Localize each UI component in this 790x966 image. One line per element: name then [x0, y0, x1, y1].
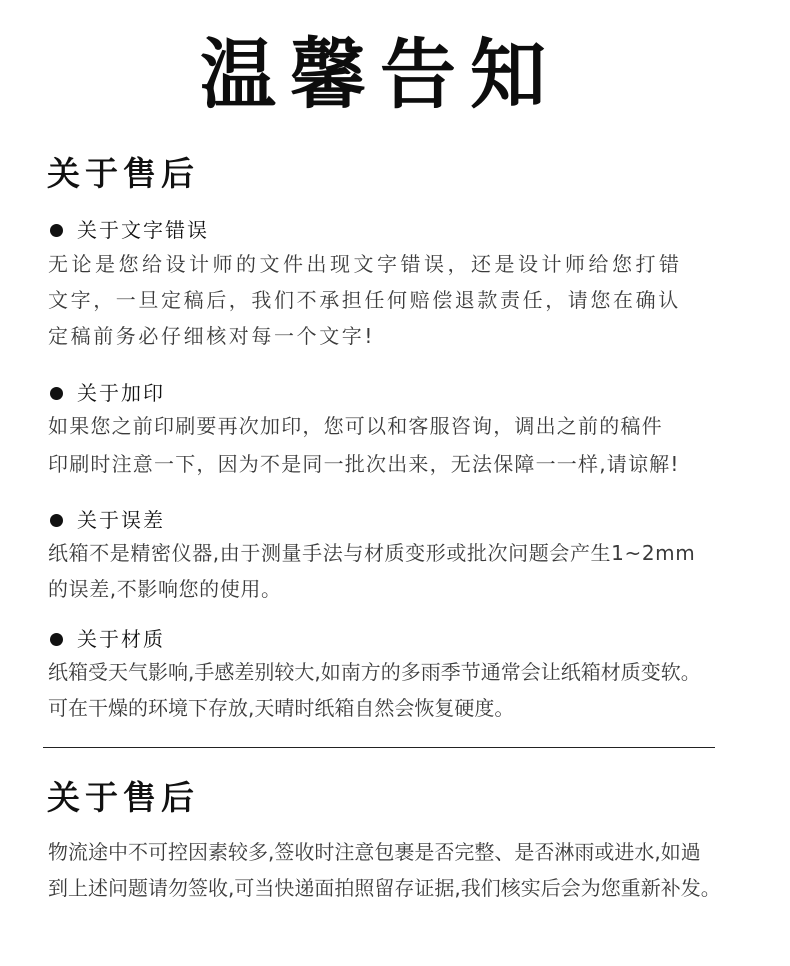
notice-title: 关于加印 — [77, 381, 165, 405]
notice-title: 关于误差 — [77, 508, 165, 532]
shipping-notice-line-2: 到上述问题请勿签收,可当快递面拍照留存证据,我们核实后会为您重新补发。 — [48, 876, 721, 900]
page-title: 温馨告知 — [200, 30, 560, 119]
bullet-icon — [50, 387, 63, 400]
notice-text-errors-line-2: 文字，一旦定稿后，我们不承担任何赔偿退款责任，请您在确认 — [48, 288, 681, 312]
notice-title: 关于材质 — [77, 627, 165, 651]
bullet-icon — [50, 633, 63, 646]
section-heading-after-sales: 关于售后 — [47, 154, 199, 193]
notice-reprint-line-1: 如果您之前印刷要再次加印，您可以和客服咨询，调出之前的稿件 — [48, 414, 663, 438]
notice-material-heading — [50, 626, 165, 652]
notice-reprint-line-2: 印刷时注意一下，因为不是同一批次出来，无法保障一一样,请谅解! — [48, 452, 680, 476]
notice-tolerance-line-2: 的误差,不影响您的使用。 — [48, 577, 282, 601]
section-divider — [43, 747, 715, 748]
notice-reprint-heading — [50, 380, 165, 406]
notice-material-line-2: 可在干燥的环境下存放,天晴时纸箱自然会恢复硬度。 — [48, 696, 515, 720]
bullet-icon — [50, 514, 63, 527]
notice-tolerance-heading — [50, 507, 165, 533]
notice-text-errors-heading — [50, 217, 209, 243]
bullet-icon — [50, 224, 63, 237]
shipping-notice-line-1: 物流途中不可控因素较多,签收时注意包裹是否完整、是否淋雨或进水,如過 — [48, 840, 701, 864]
section-heading-after-sales-shipping: 关于售后 — [47, 778, 199, 817]
notice-text-errors-line-3: 定稿前务必仔细核对每一个文字! — [48, 324, 376, 348]
notice-title: 关于文字错误 — [77, 218, 209, 242]
notice-tolerance-line-1: 纸箱不是精密仪器,由于测量手法与材质变形或批次问题会产生1~2mm — [48, 541, 696, 565]
notice-material-line-1: 纸箱受天气影响,手感差别较大,如南方的多雨季节通常会让纸箱材质变软。 — [48, 660, 701, 684]
notice-text-errors-line-1: 无论是您给设计师的文件出现文字错误，还是设计师给您打错 — [48, 252, 683, 276]
